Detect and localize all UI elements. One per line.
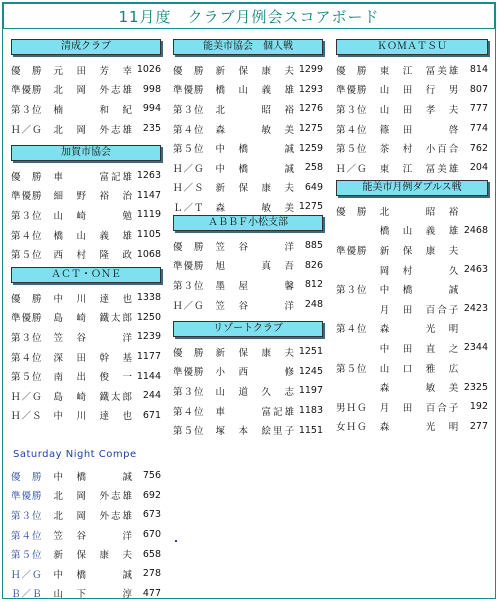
section-header: ＫＯＭＡＴＳＵ <box>336 39 488 55</box>
player-name: 橋 山 義 雄 <box>215 85 296 97</box>
score-value: 777 <box>469 103 488 115</box>
player-name: 新 保 康 夫 <box>53 550 134 562</box>
score-value: 277 <box>469 420 488 432</box>
result-row <box>11 60 161 80</box>
score-value: 1275 <box>298 123 323 135</box>
rank-label: 第４位 <box>11 230 43 242</box>
result-row <box>173 60 323 80</box>
result-row <box>11 544 161 564</box>
rank-label: Ｈ／Ｇ <box>11 391 43 403</box>
score-value: 998 <box>142 83 161 95</box>
rank-label: 準優勝 <box>173 85 205 97</box>
result-row <box>336 240 488 260</box>
result-row <box>336 60 488 80</box>
result-row <box>173 158 323 178</box>
player-name: 笠 谷 洋 <box>53 530 134 542</box>
score-value: 1338 <box>136 292 161 304</box>
player-name: 橋 山 義 雄 <box>379 226 461 238</box>
player-name: 新 保 康 夫 <box>215 347 296 359</box>
player-name: 元 田 芳 幸 <box>53 65 134 77</box>
rank-label: 優 勝 <box>173 347 205 359</box>
section-kaga <box>11 145 161 264</box>
result-row <box>336 138 488 158</box>
result-row <box>336 417 488 437</box>
section-header: 清成クラブ <box>11 39 161 55</box>
section-header: 能美市月例ダブルス戦 <box>336 180 488 196</box>
result-row <box>11 244 161 264</box>
player-name: 新 保 康 夫 <box>379 245 461 257</box>
player-name: 森 光 明 <box>379 324 461 336</box>
player-name: 中 橋 誠 <box>53 471 134 483</box>
score-value: 807 <box>469 83 488 95</box>
score-value: 692 <box>142 489 161 501</box>
result-row <box>11 288 161 308</box>
player-name: 深 田 幹 基 <box>53 352 134 364</box>
rank-label: 準優勝 <box>11 191 43 203</box>
player-name: 中 川 達 也 <box>53 293 134 305</box>
score-value: 258 <box>304 162 323 174</box>
player-name: 西 村 隆 政 <box>53 250 134 262</box>
rank-label: 準優勝 <box>11 313 43 325</box>
score-value: 1183 <box>298 405 323 417</box>
player-name: 北 岡 外志雄 <box>53 491 134 503</box>
rank-label: 第５位 <box>11 372 43 384</box>
rank-label: Ｈ／Ｇ <box>11 569 43 581</box>
player-name: 島 崎 鐵太郎 <box>53 391 134 403</box>
result-row <box>173 138 323 158</box>
section-header: 能美市協会 個人戦 <box>173 39 323 55</box>
player-name: 北 岡 外志雄 <box>53 124 134 136</box>
result-row <box>11 505 161 525</box>
result-list <box>336 60 488 178</box>
rank-label: 第５位 <box>11 550 43 562</box>
score-value: 2468 <box>463 224 488 236</box>
score-value: 204 <box>469 162 488 174</box>
rank-label: Ｈ／Ｇ <box>336 163 368 175</box>
rank-label: 第４位 <box>336 324 368 336</box>
score-value: 278 <box>142 568 161 580</box>
player-name: 塚 本 絵里子 <box>215 426 296 438</box>
result-list <box>11 60 161 138</box>
rank-label: 優 勝 <box>173 241 205 253</box>
player-name: 南 出 俊 一 <box>53 372 134 384</box>
player-name: 北 昭 裕 <box>379 206 461 218</box>
rank-label: 優 勝 <box>11 65 43 77</box>
rank-label: 第５位 <box>11 250 43 262</box>
result-row <box>11 119 161 139</box>
rank-label: 優 勝 <box>11 171 43 183</box>
player-name: 篠 田 啓 <box>379 124 461 136</box>
result-row <box>173 275 323 295</box>
rank-label: 第３位 <box>173 280 205 292</box>
score-value: 1068 <box>136 248 161 260</box>
score-value: 2423 <box>463 303 488 315</box>
score-value: 2325 <box>463 381 488 393</box>
rank-label: 第５位 <box>336 144 368 156</box>
rank-label: 第５位 <box>173 426 205 438</box>
rank-label: 第３位 <box>11 210 43 222</box>
rank-label: 第５位 <box>336 363 368 375</box>
player-name: 山 下 淳 <box>53 589 134 601</box>
result-row <box>336 260 488 280</box>
section-header: 加賀市協会 <box>11 145 161 161</box>
player-name: 月 田 百合子 <box>379 304 461 316</box>
player-name: 島 崎 鐵太郎 <box>53 313 134 325</box>
result-row <box>11 347 161 367</box>
score-value: 2344 <box>463 342 488 354</box>
player-name: 森 敏 美 <box>215 124 296 136</box>
player-name: 東 江 冨美雄 <box>379 163 461 175</box>
score-value: 814 <box>469 64 488 76</box>
player-name: 笠 谷 洋 <box>215 241 296 253</box>
score-value: 244 <box>142 390 161 402</box>
result-row <box>11 525 161 545</box>
section-header: ＡＢＢＦ小松支部 <box>173 215 323 231</box>
result-row <box>11 406 161 426</box>
result-row <box>11 225 161 245</box>
result-row <box>173 178 323 198</box>
player-name: 新 保 康 夫 <box>215 183 296 195</box>
result-row <box>336 80 488 100</box>
player-name: 中 田 直 之 <box>379 343 461 355</box>
score-value: 756 <box>142 470 161 482</box>
result-row <box>11 80 161 100</box>
result-row <box>11 99 161 119</box>
page-title: 11月度 クラブ月例会スコアボード <box>118 7 380 26</box>
rank-label: 第４位 <box>336 124 368 136</box>
player-name: 新 保 康 夫 <box>215 65 296 77</box>
result-list <box>11 288 161 425</box>
player-name: 山 田 孝 夫 <box>379 104 461 116</box>
player-name: 山 崎 勉 <box>53 210 134 222</box>
rank-label: 第３位 <box>173 386 205 398</box>
section-abbf <box>173 215 323 314</box>
rank-label: 第５位 <box>173 144 205 156</box>
result-list <box>173 342 323 440</box>
score-value: 1250 <box>136 311 161 323</box>
result-row <box>173 119 323 139</box>
result-list <box>336 201 488 436</box>
result-row <box>11 366 161 386</box>
dot-mark <box>175 540 177 542</box>
score-value: 1177 <box>136 351 161 363</box>
score-value: 658 <box>142 548 161 560</box>
result-row <box>173 197 323 217</box>
player-name: 岡 村 久 <box>379 265 461 277</box>
player-name: 茶 村 小百合 <box>379 144 461 156</box>
rank-label: 第３位 <box>173 104 205 116</box>
section-resort <box>173 321 323 440</box>
score-value: 1151 <box>298 424 323 436</box>
player-name: 旭 真 吾 <box>215 261 296 273</box>
result-row <box>173 256 323 276</box>
score-value: 1276 <box>298 103 323 115</box>
result-row <box>336 319 488 339</box>
player-name: 車 富記雄 <box>53 171 134 183</box>
result-list <box>11 166 161 264</box>
score-value: 235 <box>142 123 161 135</box>
result-row <box>336 358 488 378</box>
section-nomi-doubles <box>336 180 488 436</box>
player-name: 山 道 久 志 <box>215 386 296 398</box>
result-row <box>11 386 161 406</box>
player-name: 中 川 達 也 <box>53 411 134 423</box>
rank-label: 第３位 <box>11 510 43 522</box>
score-value: 671 <box>142 409 161 421</box>
result-row <box>336 99 488 119</box>
player-name: 中 橋 誠 <box>379 285 461 297</box>
result-row <box>173 420 323 440</box>
score-value: 649 <box>304 181 323 193</box>
player-name: 笠 谷 洋 <box>53 332 134 344</box>
section-seisei <box>11 39 161 138</box>
score-value: 1119 <box>136 209 161 221</box>
result-row <box>173 381 323 401</box>
result-row <box>173 99 323 119</box>
player-name: 橋 山 義 雄 <box>53 230 134 242</box>
result-row <box>336 279 488 299</box>
result-row <box>173 401 323 421</box>
rank-label: 準優勝 <box>173 261 205 273</box>
player-name: 森 光 明 <box>379 422 461 434</box>
rank-label: 第３位 <box>336 285 368 297</box>
player-name: 北 岡 外志雄 <box>53 85 134 97</box>
score-value: 1245 <box>298 365 323 377</box>
rank-label: 準優勝 <box>173 367 205 379</box>
result-list <box>11 466 161 603</box>
section-komatsu <box>336 39 488 178</box>
score-value: 670 <box>142 529 161 541</box>
result-list <box>173 236 323 314</box>
score-value: 1259 <box>298 142 323 154</box>
result-row <box>173 236 323 256</box>
rank-label: 準優勝 <box>336 245 368 257</box>
result-row <box>336 201 488 221</box>
player-name: 中 橋 誠 <box>215 144 296 156</box>
rank-label: 第３位 <box>11 332 43 344</box>
result-row <box>173 362 323 382</box>
player-name: 笠 谷 洋 <box>215 300 296 312</box>
rank-label: 女ＨＧ <box>336 422 368 434</box>
score-value: 762 <box>469 142 488 154</box>
rank-label: 優 勝 <box>173 65 205 77</box>
result-row <box>11 205 161 225</box>
score-value: 826 <box>304 259 323 271</box>
player-name: 楠 和 紀 <box>53 104 134 116</box>
score-value: 1197 <box>298 385 323 397</box>
result-row <box>11 166 161 186</box>
score-value: 885 <box>304 240 323 252</box>
section-actone <box>11 267 161 425</box>
section-header: リゾートクラブ <box>173 321 323 337</box>
player-name: 北 岡 外志雄 <box>53 510 134 522</box>
score-value: 1105 <box>136 229 161 241</box>
score-value: 1299 <box>298 64 323 76</box>
result-row <box>11 486 161 506</box>
player-name: 山 口 雅 広 <box>379 363 461 375</box>
rank-label: Ｈ／Ｇ <box>11 124 43 136</box>
rank-label: 優 勝 <box>11 293 43 305</box>
result-row <box>336 158 488 178</box>
score-value: 1239 <box>136 331 161 343</box>
score-value: 1293 <box>298 83 323 95</box>
result-row <box>11 584 161 603</box>
rank-label: Ｈ／Ｓ <box>11 411 43 423</box>
rank-label: 第４位 <box>11 352 43 364</box>
rank-label: 準優勝 <box>11 85 43 97</box>
score-value: 1263 <box>136 170 161 182</box>
saturday-header: Saturday Night Compe <box>13 449 137 460</box>
player-name: 森 敏 美 <box>215 202 296 214</box>
result-row <box>336 397 488 417</box>
result-row <box>336 377 488 397</box>
rank-label: Ｈ／Ｇ <box>173 163 205 175</box>
rank-label: 優 勝 <box>11 471 43 483</box>
rank-label: 優 勝 <box>336 206 368 218</box>
player-name: 東 江 冨美雄 <box>379 65 461 77</box>
rank-label: Ｌ／Ｔ <box>173 202 205 214</box>
result-row <box>11 466 161 486</box>
score-value: 1147 <box>136 189 161 201</box>
result-row <box>11 186 161 206</box>
result-row <box>11 564 161 584</box>
player-name: 月 田 百合子 <box>379 402 461 414</box>
player-name: 墨 屋 馨 <box>215 280 296 292</box>
rank-label: Ｈ／Ｇ <box>173 300 205 312</box>
rank-label: Ｈ／Ｓ <box>173 183 205 195</box>
result-row <box>173 295 323 315</box>
score-value: 2463 <box>463 264 488 276</box>
player-name: 細 野 裕 治 <box>53 191 134 203</box>
score-value: 812 <box>304 279 323 291</box>
result-row <box>173 342 323 362</box>
result-row <box>336 221 488 241</box>
player-name: 車 富記雄 <box>215 406 296 418</box>
rank-label: Ｂ／Ｂ <box>11 589 43 601</box>
score-value: 192 <box>469 401 488 413</box>
result-row <box>173 80 323 100</box>
player-name: 中 橋 誠 <box>215 163 296 175</box>
rank-label: 第４位 <box>173 406 205 418</box>
player-name: 中 橋 誠 <box>53 569 134 581</box>
title-bar <box>3 3 495 29</box>
result-list <box>173 60 323 217</box>
score-value: 1026 <box>136 64 161 76</box>
rank-label: 第４位 <box>11 530 43 542</box>
section-saturday <box>11 466 161 603</box>
result-row <box>336 119 488 139</box>
result-row <box>336 299 488 319</box>
rank-label: 第４位 <box>173 124 205 136</box>
section-nomi-kojin <box>173 39 323 217</box>
rank-label: 第３位 <box>336 104 368 116</box>
player-name: 小 西 修 <box>215 367 296 379</box>
player-name: 山 田 行 男 <box>379 85 461 97</box>
score-value: 477 <box>142 587 161 599</box>
score-value: 248 <box>304 299 323 311</box>
score-value: 1275 <box>298 201 323 213</box>
score-value: 1251 <box>298 346 323 358</box>
score-value: 673 <box>142 509 161 521</box>
result-row <box>11 327 161 347</box>
player-name: 北 昭 裕 <box>215 104 296 116</box>
score-value: 1144 <box>136 370 161 382</box>
section-header: ＡＣＴ・ＯＮＥ <box>11 267 161 283</box>
rank-label: 準優勝 <box>336 85 368 97</box>
score-value: 774 <box>469 123 488 135</box>
result-row <box>11 308 161 328</box>
rank-label: 男ＨＧ <box>336 402 368 414</box>
rank-label: 優 勝 <box>336 65 368 77</box>
score-value: 994 <box>142 103 161 115</box>
rank-label: 第３位 <box>11 104 43 116</box>
rank-label: 準優勝 <box>11 491 43 503</box>
result-row <box>336 338 488 358</box>
player-name: 森 敏 美 <box>379 383 461 395</box>
